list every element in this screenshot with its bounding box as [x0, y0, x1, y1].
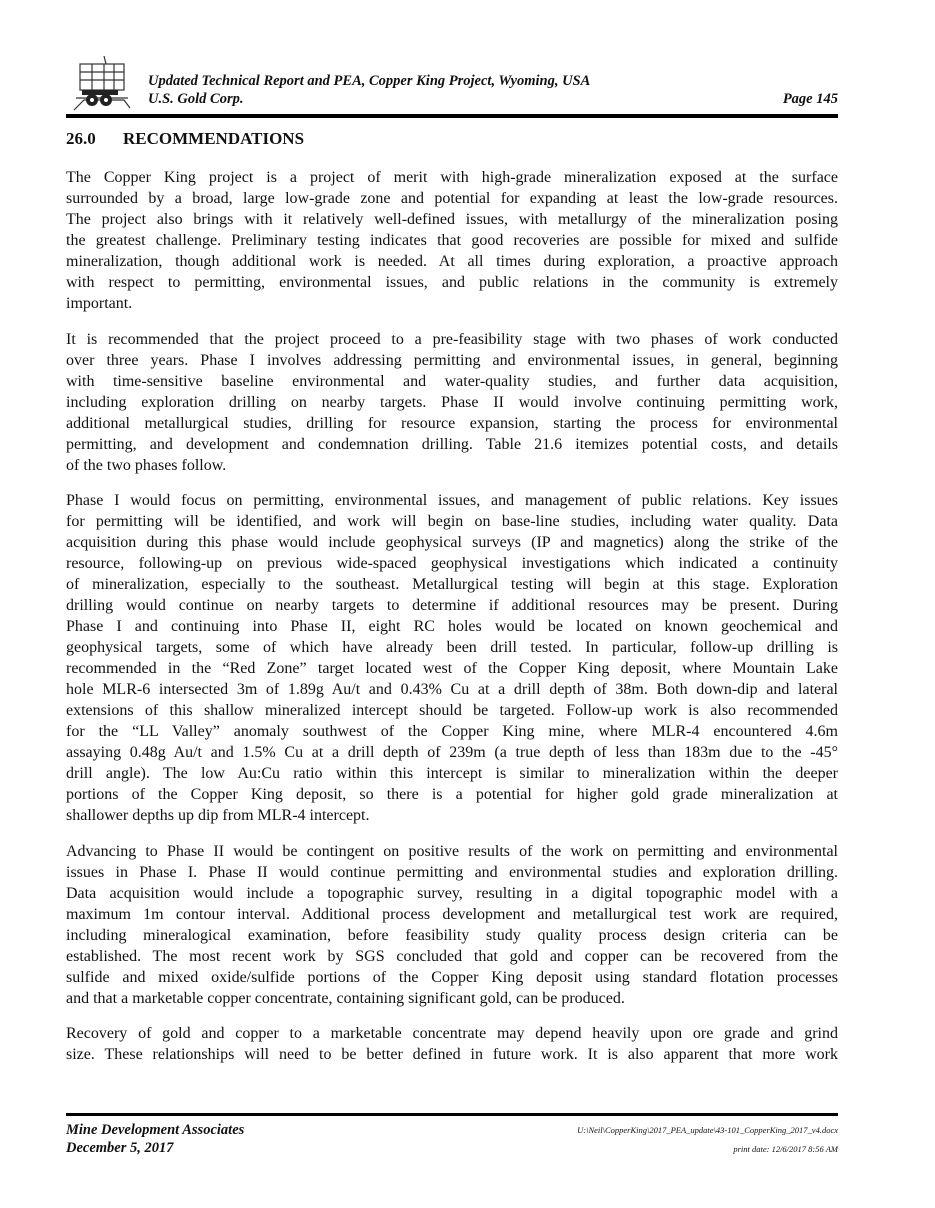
text-line: Data acquisition would include a topographic survey, resulting in a digital topographic model with a: [66, 884, 838, 902]
text-line: assaying 0.48g Au/t and 1.5% Cu at a drill depth of 239m (a true depth of less than 183m due to the -45°: [66, 744, 838, 761]
text-line: the greatest challenge. Preliminary testing indicates that good recoveries are possible for mixed and sulfide: [66, 232, 838, 249]
text-line: Advancing to Phase II would be contingent on positive results of the work on permitting and environmental: [66, 842, 838, 860]
text-line: acquisition during this phase would include geophysical surveys (IP and magnetics) along the strike of the: [66, 534, 838, 551]
text-line: including mineralogical examination, before feasibility study quality process design criteria can be: [66, 926, 838, 944]
text-line: hole MLR-6 intersected 3m of 1.89g Au/t and 0.43% Cu at a drill depth of 38m. Both down-dip and lateral: [66, 681, 838, 698]
text-line: size. These relationships will need to be better defined in future work. It is also apparent that more work: [66, 1046, 838, 1063]
paragraph-overview: [66, 167, 838, 314]
text-line: Phase I and continuing into Phase II, eight RC holes would be located on known geochemical and: [66, 618, 838, 635]
section-title: RECOMMENDATIONS: [123, 129, 305, 148]
text-line: The project also brings with it relatively well-defined issues, with metallurgy of the mineralization posing: [66, 211, 838, 228]
report-title: Updated Technical Report and PEA, Copper King Project, Wyoming, USA: [148, 73, 591, 89]
section-number: 26.0: [66, 129, 96, 148]
text-line: Phase I would focus on permitting, environmental issues, and management of public relations. Key issues: [66, 492, 838, 509]
text-line: sulfide and mixed oxide/sulfide portions of the Copper King deposit using standard flotation processes: [66, 968, 838, 986]
paragraph-phases-summary: [66, 329, 838, 476]
text-line: drill angle). The low Au:Cu ratio within this intercept is similar to mineralization within the deeper: [66, 765, 838, 782]
page-number: Page 145: [782, 91, 838, 107]
header-divider: [66, 114, 838, 118]
footer-file-path: U:\Neil\CopperKing\2017_PEA_update\43-101_CopperKing_2017_v4.docx: [577, 1125, 838, 1135]
footer-date: December 5, 2017: [66, 1140, 174, 1156]
text-line: maximum 1m contour interval. Additional process development and metallurgical test work are required,: [66, 905, 838, 923]
text-line: shallower depths up dip from MLR-4 intercept.: [66, 807, 370, 824]
text-line: geophysical targets, some of which have already been drill tested. In particular, follow-up drilling is: [66, 639, 838, 656]
document-body: [66, 167, 838, 1080]
text-line: additional metallurgical studies, drilling for resource expansion, starting the process for environmental: [66, 414, 838, 432]
text-line: mineralization, though additional work is needed. At all times during exploration, a proactive approach: [66, 253, 838, 270]
page-header: [66, 52, 838, 114]
text-line: portions of the Copper King deposit, so there is a potential for higher gold grade mineralization at: [66, 786, 838, 803]
text-line: with time-sensitive baseline environmental and water-quality studies, and further data acquisition,: [66, 372, 838, 390]
footer-print-date: print date: 12/6/2017 8:56 AM: [733, 1144, 838, 1154]
text-line: and that a marketable copper concentrate, containing significant gold, can be produced.: [66, 989, 625, 1007]
text-line: Recovery of gold and copper to a marketable concentrate may depend heavily upon ore grade and grind: [66, 1025, 838, 1042]
mining-equipment-logo-icon: [70, 54, 134, 114]
text-line: including exploration drilling on nearby targets. Phase II would involve continuing permitting work,: [66, 393, 838, 411]
footer-divider: [66, 1113, 838, 1116]
text-line: for the “LL Valley” anomaly southwest of the Copper King mine, where MLR-4 encountered 4.6m: [66, 723, 838, 740]
text-line: of the two phases follow.: [66, 456, 227, 474]
text-line: extensions of this shallow mineralized intercept should be targeted. Follow-up work is also recommended: [66, 702, 838, 719]
text-line: drilling would continue on nearby targets to determine if additional resources may be present. During: [66, 597, 838, 614]
text-line: The Copper King project is a project of merit with high-grade mineralization exposed at the surface: [66, 169, 838, 186]
text-line: surrounded by a broad, large low-grade zone and potential for expanding at least the low-grade resources.: [66, 190, 838, 207]
text-line: issues in Phase I. Phase II would continue permitting and environmental studies and exploration drilling.: [66, 863, 838, 881]
text-line: for permitting will be identified, and work will begin on base-line studies, including water quality. Data: [66, 513, 838, 530]
text-line: established. The most recent work by SGS concluded that gold and copper can be recovered from the: [66, 947, 838, 965]
text-line: recommended in the “Red Zone” target located west of the Copper King deposit, where Mountain Lake: [66, 660, 838, 677]
text-line: with respect to permitting, environmental issues, and public relations in the community is extremely: [66, 274, 838, 291]
text-line: permitting, and development and condemnation drilling. Table 21.6 itemizes potential costs, and details: [66, 435, 838, 453]
text-line: over three years. Phase I involves addressing permitting and environmental issues, in general, beginning: [66, 351, 838, 369]
text-line: of mineralization, especially to the southeast. Metallurgical testing will begin at this stage. Exploration: [66, 576, 838, 593]
paragraph-recovery: [66, 1023, 838, 1065]
text-line: resource, following-up on previous wide-spaced geophysical investigations which indicated a continuity: [66, 555, 838, 572]
footer-organization: Mine Development Associates: [66, 1122, 245, 1138]
section-heading: [66, 129, 304, 149]
paragraph-phase-1: [66, 490, 838, 826]
paragraph-phase-2: [66, 841, 838, 1009]
text-line: important.: [66, 295, 133, 312]
text-line: It is recommended that the project proceed to a pre-feasibility stage with two phases of work conducted: [66, 330, 838, 348]
company-name: U.S. Gold Corp.: [148, 91, 244, 107]
